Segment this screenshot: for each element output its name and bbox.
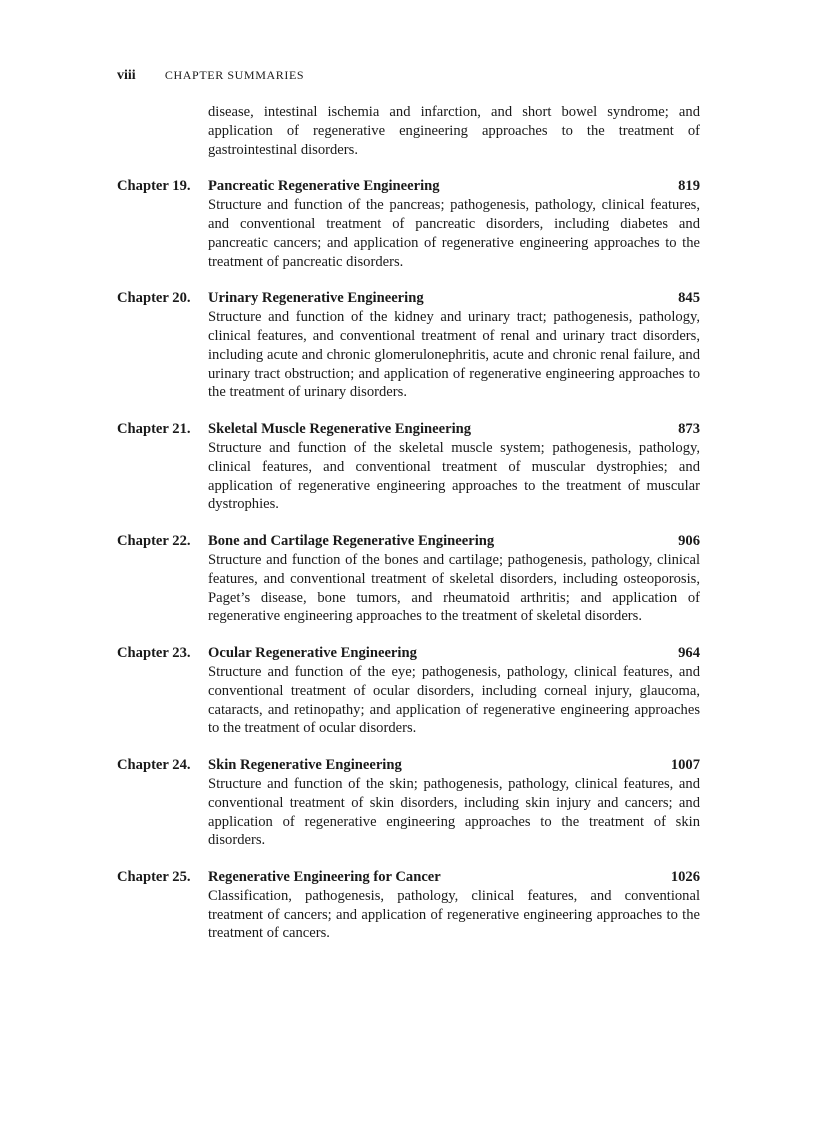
chapter-summary: Structure and function of the eye; pathogenesis, pathology, clinical features, and conventional treatment of ocular disorders, including corneal injury, glaucoma, cataracts, and retinopathy; and application of regenerative engineering approaches to the treatment of ocular disorders. bbox=[208, 663, 700, 737]
chapter-entry-22 bbox=[117, 532, 700, 626]
chapter-summary: Structure and function of the skin; pathogenesis, pathology, clinical features, and conventional treatment of skin disorders, including skin injury and cancers; and application of regenerative engineering approaches to the treatment of skin disorders. bbox=[208, 775, 700, 849]
running-head bbox=[117, 66, 304, 85]
chapter-summaries-list bbox=[117, 103, 700, 943]
chapter-label: Chapter 20. bbox=[117, 290, 191, 307]
running-head-title: CHAPTER SUMMARIES bbox=[164, 68, 305, 82]
chapter-title: Regenerative Engineering for Cancer bbox=[208, 869, 441, 886]
chapter-page-number: 1007 bbox=[670, 757, 700, 774]
chapter-title: Ocular Regenerative Engineering bbox=[208, 645, 417, 662]
chapter-summary: Structure and function of the bones and cartilage; pathogenesis, pathology, clinical features, and conventional treatment of skeletal disorders, including osteoporosis, Paget’s disease, bone tumors, and rheumatoid arthritis; and application of regenerative engineering approaches to the treatment of skeletal disorders. bbox=[208, 551, 700, 625]
chapter-heading bbox=[117, 756, 700, 775]
chapter-entry-23 bbox=[117, 644, 700, 738]
chapter-summary: Structure and function of the skeletal muscle system; pathogenesis, pathology, clinical features, and conventional treatment of muscular dystrophies; and application of regenerative engineering approaches to the treatment of muscular dystrophies. bbox=[208, 439, 700, 513]
chapter-entry-20 bbox=[117, 289, 700, 402]
chapter-title: Urinary Regenerative Engineering bbox=[208, 290, 424, 307]
chapter-summary: Structure and function of the pancreas; pathogenesis, pathology, clinical features, and conventional treatment of pancreatic disorders, including diabetes and pancreatic cancers; and application of regenerative engineering approaches to the treatment of pancreatic disorders. bbox=[208, 197, 700, 270]
chapter-entry-25 bbox=[117, 868, 700, 943]
chapter-heading bbox=[117, 420, 700, 439]
chapter-title: Skin Regenerative Engineering bbox=[208, 757, 402, 774]
chapter-heading bbox=[117, 532, 700, 551]
continuation-paragraph: disease, intestinal ischemia and infarction, and short bowel syndrome; and application of regenerative engineering approaches to the treatment of gastrointestinal disorders. bbox=[208, 104, 700, 158]
chapter-title: Skeletal Muscle Regenerative Engineering bbox=[208, 421, 472, 438]
page-number: viii bbox=[117, 68, 136, 83]
chapter-label: Chapter 23. bbox=[117, 645, 191, 662]
chapter-page-number: 873 bbox=[678, 421, 700, 438]
chapter-page-number: 845 bbox=[678, 290, 700, 307]
chapter-page-number: 1026 bbox=[670, 869, 700, 886]
chapter-heading bbox=[117, 644, 700, 663]
chapter-entry-24 bbox=[117, 756, 700, 850]
chapter-page-number: 964 bbox=[678, 645, 700, 662]
chapter-page-number: 819 bbox=[678, 178, 700, 195]
chapter-summary: Classification, pathogenesis, pathology, clinical features, and conventional treatment of cancers; and application of regenerative engineering approaches to the treatment of cancers. bbox=[208, 887, 700, 942]
chapter-label: Chapter 25. bbox=[117, 869, 191, 886]
chapter-page-number: 906 bbox=[678, 533, 700, 550]
chapter-title: Pancreatic Regenerative Engineering bbox=[208, 178, 440, 195]
chapter-label: Chapter 24. bbox=[117, 757, 191, 774]
chapter-heading bbox=[117, 289, 700, 308]
chapter-label: Chapter 19. bbox=[117, 178, 191, 195]
chapter-summary: Structure and function of the kidney and urinary tract; pathogenesis, pathology, clinical features, and conventional treatment of renal and urinary tract disorders, including acute and chronic glomerulonephritis, acute and chronic renal failure, and urinary tract obstruction; and application of regenerative engineering approaches to the treatment of urinary disorders. bbox=[208, 309, 700, 401]
chapter-title: Bone and Cartilage Regenerative Engineering bbox=[208, 533, 495, 550]
chapter-heading bbox=[117, 868, 700, 887]
chapter-label: Chapter 21. bbox=[117, 421, 191, 438]
chapter-entry-21 bbox=[117, 420, 700, 514]
chapter-entry-19 bbox=[117, 177, 700, 271]
chapter-label: Chapter 22. bbox=[117, 533, 191, 550]
chapter-heading bbox=[117, 177, 700, 196]
